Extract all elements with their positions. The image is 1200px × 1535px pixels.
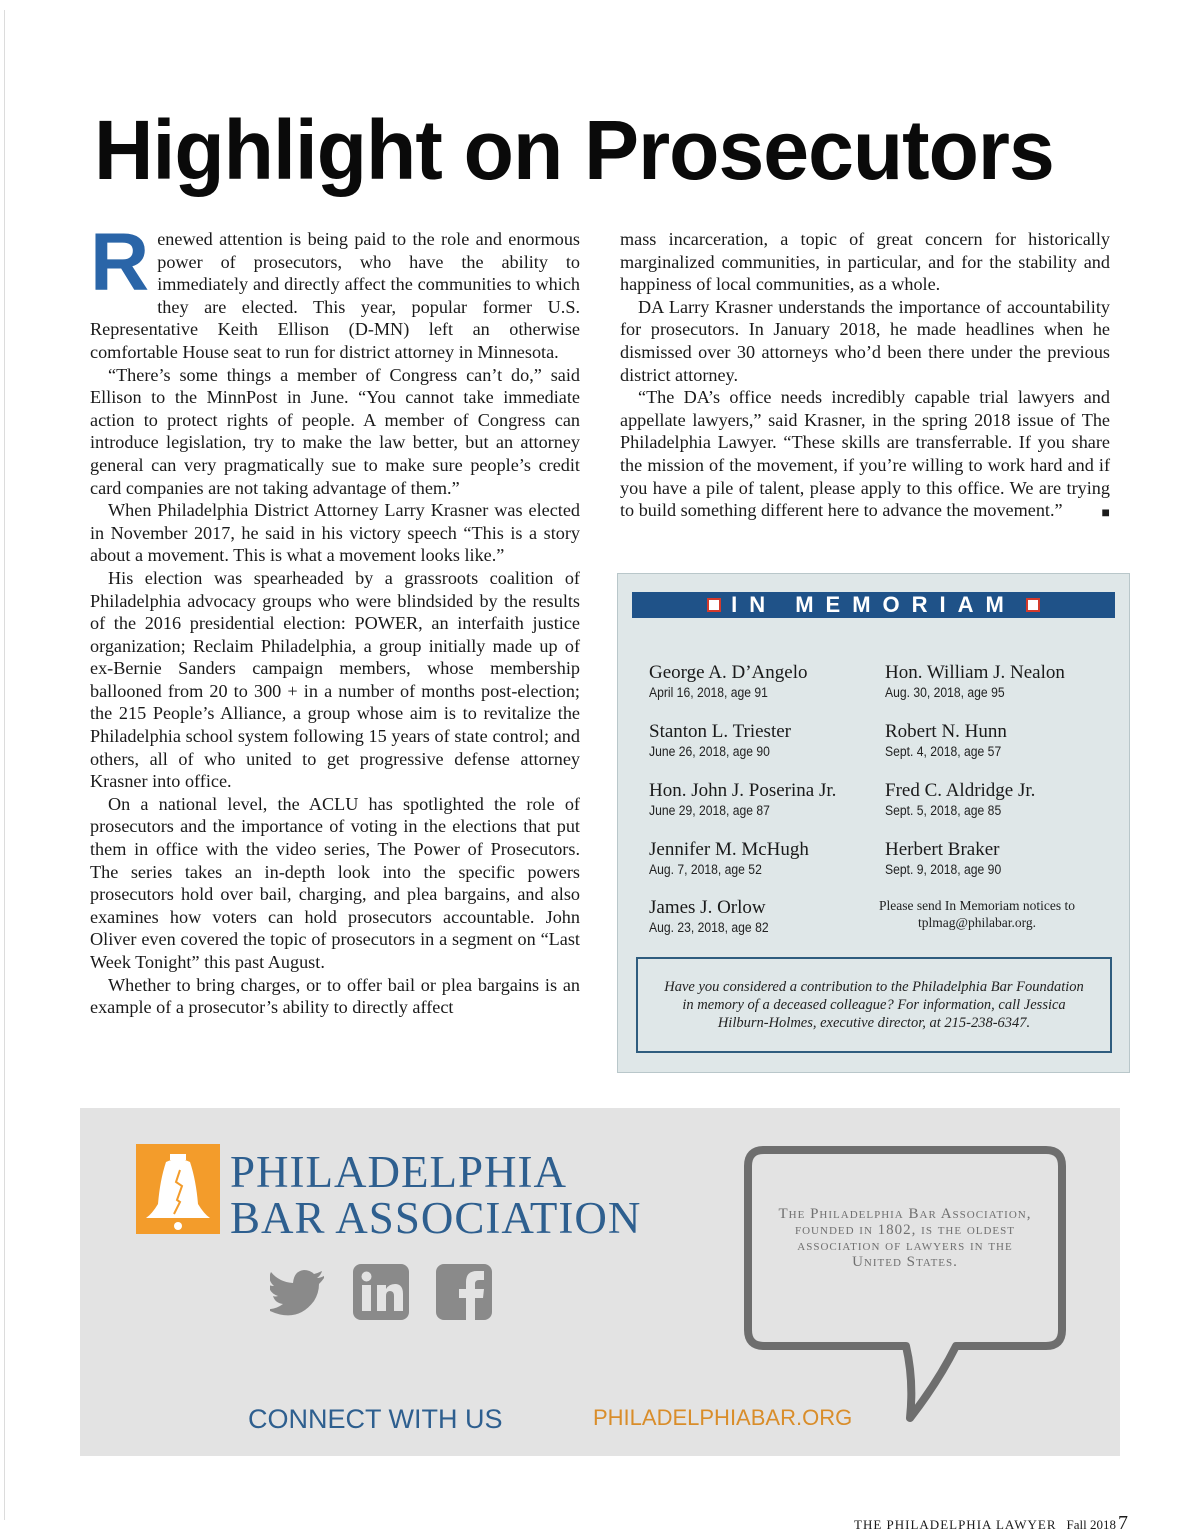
memoriam-date: Sept. 4, 2018, age 57 — [885, 744, 1002, 759]
memoriam-date: Sept. 9, 2018, age 90 — [885, 862, 1002, 877]
liberty-bell-logo-icon — [136, 1144, 220, 1234]
page-footer — [854, 1512, 1128, 1535]
article-paragraph: Renewed attention is being paid to the role and enormous power of prosecutors, who have the ability to immediately and directly affect the communities to which they are elected. This year, popular former U.S. Representative Keith Ellison (D-MN) left an otherwise comfortable House seat to run for district attorney in Minnesota. — [90, 217, 580, 362]
org-name-line1: PHILADELPHIA — [230, 1147, 567, 1197]
memoriam-date: Aug. 30, 2018, age 95 — [885, 685, 1005, 700]
speech-bubble-icon — [738, 1144, 1068, 1424]
memoriam-date: June 26, 2018, age 90 — [649, 744, 770, 759]
org-name-line2: BAR ASSOCIATION — [230, 1193, 642, 1243]
memoriam-entry — [649, 780, 836, 820]
drop-cap: R — [90, 217, 150, 308]
memoriam-name: Robert N. Hunn — [885, 721, 1007, 742]
end-mark: ■ — [1101, 506, 1110, 522]
memoriam-entry — [885, 839, 1014, 879]
memoriam-name: George A. D’Angelo — [649, 662, 808, 683]
website-link[interactable]: PHILADELPHIABAR.ORG — [593, 1405, 853, 1430]
in-memoriam-box — [617, 573, 1130, 1073]
article-paragraph: Whether to bring charges, or to offer bail or plea bargains is an example of a prosecutor’s ability to directly affect — [90, 974, 580, 1018]
memoriam-date: Aug. 7, 2018, age 52 — [649, 862, 762, 877]
article-paragraph: When Philadelphia District Attorney Larry Krasner was elected in November 2017, he said in his victory speech “This is a story about a movement. This is what a movement looks like.” — [90, 500, 580, 566]
article-column-left — [90, 217, 580, 1019]
article-paragraph: His election was spearheaded by a grassroots coalition of Philadelphia advocacy groups who were blindsided by the results of the 2016 presidential election: POWER, an interfaith justice organization; Reclaim Philadelphia, a group initially made up of ex-Bernie Sanders campaign members, whose membership ballooned from 20 to 300 + in a number of months post-election; the 215 People’s Alliance, a group whose aim is to revitalize the Philadelphia school system following 15 years of state control; and others, all of who united to get progressive defense attorney Krasner into office. — [90, 567, 580, 792]
square-bullet-icon — [707, 598, 721, 612]
page-edge-line — [4, 10, 5, 1520]
memoriam-name: Fred C. Aldridge Jr. — [885, 780, 1036, 801]
memoriam-title: IN MEMORIAM — [731, 592, 1016, 617]
connect-with-us-text: CONNECT WITH US — [248, 1404, 503, 1434]
facebook-icon[interactable] — [436, 1264, 492, 1320]
memoriam-notice: Please send In Memoriam notices to tplmag@philabar.org. — [878, 898, 1076, 930]
memoriam-entry — [649, 897, 782, 937]
linkedin-icon[interactable] — [353, 1264, 409, 1320]
memoriam-name: Stanton L. Triester — [649, 721, 791, 742]
article-paragraph: On a national level, the ACLU has spotlighted the role of prosecutors and the importance of voting in the elections that put them in office with the video series, The Power of Prosecutors. The series takes an in-depth look into the specific powers prosecutors hold over bail, charging, and plea bargains, and also examines how voters can hold prosecutors accountable. John Oliver even covered the topic of prosecutors in a segment on “Last Week Tonight” this past August. — [90, 793, 580, 972]
memoriam-name: Hon. William J. Nealon — [885, 662, 1065, 683]
article-column-right — [620, 228, 1110, 525]
memoriam-entry — [885, 662, 1065, 702]
article-paragraph: “There’s some things a member of Congress can’t do,” said Ellison to the MinnPost in June. “You cannot take immediate action to protect rights of people. A member of Congress can introduce legislation, try to make the law better, but an attorney general can very pragmatically sue to make sure people’s credit card companies are not taking advantage of them.” — [90, 364, 580, 498]
issue-label: Fall 2018 — [1066, 1517, 1116, 1532]
bubble-text: The Philadelphia Bar Association, founded in 1802, is the oldest association of lawyers in the United States. — [778, 1206, 1032, 1270]
memoriam-date: April 16, 2018, age 91 — [649, 685, 768, 700]
publication-name: THE PHILADELPHIA LAWYER — [854, 1517, 1057, 1532]
contribution-text: Have you considered a contribution to the Philadelphia Bar Foundation in memory of a deceased colleague? For information, call Jessica Hilburn-Holmes, executive director, at 215-238-6347. — [664, 979, 1084, 1031]
article-paragraph: “The DA’s office needs incredibly capable trial lawyers and appellate lawyers,” said Krasner, in the spring 2018 issue of The Philadelphia Lawyer. “These skills are transferrable. If you share the mission of the movement, if you’re willing to work hard and if you have a pile of talent, please apply to this office. We are trying to build something different here to advance the movement.” ■ — [620, 386, 1110, 522]
twitter-icon[interactable] — [270, 1268, 326, 1318]
memoriam-name: Hon. John J. Poserina Jr. — [649, 780, 837, 801]
memoriam-name: Herbert Braker — [885, 839, 1000, 860]
article-paragraph: DA Larry Krasner understands the importance of accountability for prosecutors. In January 2018, he made headlines when he dismissed over 30 attorneys who’d been there under the previous district attorney. — [620, 296, 1110, 385]
memoriam-entry — [885, 721, 1014, 761]
memoriam-name: Jennifer M. McHugh — [649, 839, 809, 860]
memoriam-name: James J. Orlow — [649, 897, 766, 918]
article-paragraph: mass incarceration, a topic of great concern for historically marginalized communities, in particular, and for the stability and happiness of local communities, as a whole. — [620, 229, 1110, 295]
page-number: 7 — [1118, 1512, 1128, 1534]
memoriam-header — [632, 592, 1115, 618]
bar-association-ad — [80, 1108, 1120, 1456]
page-title: Highlight on Prosecutors — [94, 103, 1054, 197]
memoriam-entry — [885, 780, 1035, 820]
memoriam-date: Aug. 23, 2018, age 82 — [649, 920, 769, 935]
memoriam-date: June 29, 2018, age 87 — [649, 803, 770, 818]
memoriam-entry — [649, 662, 807, 702]
square-bullet-icon — [1026, 598, 1040, 612]
contribution-box — [636, 957, 1112, 1053]
memoriam-entry — [649, 839, 809, 879]
memoriam-entry — [649, 721, 791, 761]
memoriam-date: Sept. 5, 2018, age 85 — [885, 803, 1002, 818]
